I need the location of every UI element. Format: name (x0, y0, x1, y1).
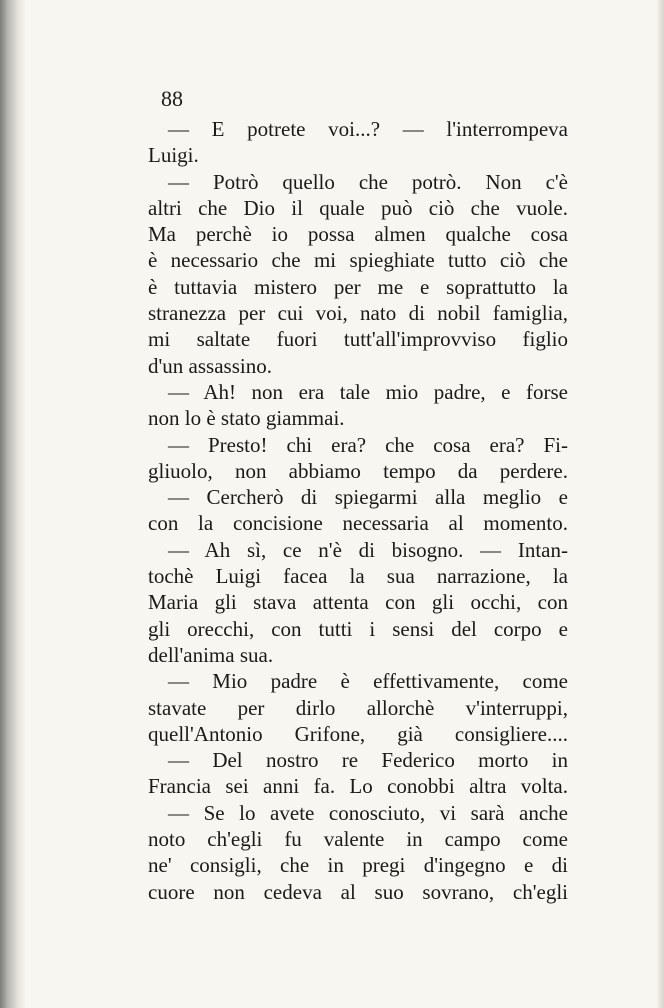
text-line: quell'Antonio Grifone, già consigliere.... (148, 721, 568, 746)
text-line: — Presto! chi era? che cosa era? Fi- (168, 432, 568, 457)
text-line: dell'anima sua. (148, 642, 274, 667)
text-line: con la concisione necessaria al momento. (148, 511, 568, 536)
text-line: gli orecchi, con tutti i sensi del corpo e (148, 616, 568, 641)
text-line: non lo è stato giammai. (148, 406, 345, 431)
text-line: cuore non cedeva al suo sovrano, ch'egli (148, 879, 568, 904)
text-line: stranezza per cui voi, nato di nobil famiglia, (148, 301, 568, 326)
text-line: è necessario che mi spieghiate tutto ciò che (148, 248, 568, 273)
text-line: ne' consigli, che in pregi d'ingegno e di (148, 853, 568, 878)
page-binding-shadow (0, 0, 26, 1008)
text-line: è tuttavia mistero per me e soprattutto la (148, 274, 568, 299)
text-line: Luigi. (148, 143, 199, 168)
text-line: — Se lo avete conosciuto, vi sarà anche (168, 800, 568, 825)
text-line: stavate per dirlo allorchè v'interruppi, (148, 695, 568, 720)
text-line: — Potrò quello che potrò. Non c'è (168, 169, 568, 194)
body-text (148, 116, 568, 905)
text-line: gliuolo, non abbiamo tempo da perdere. (148, 458, 568, 483)
text-line: d'un assassino. (148, 353, 272, 378)
text-line: Francia sei anni fa. Lo conobbi altra volta. (148, 774, 568, 799)
text-line: Ma perchè io possa almen qualche cosa (148, 222, 568, 247)
text-line: — Cercherò di spiegarmi alla meglio e (168, 485, 568, 510)
text-line: Maria gli stava attenta con gli occhi, con (148, 590, 568, 615)
text-line: mi saltate fuori tutt'all'improvviso figlio (148, 327, 568, 352)
text-line: altri che Dio il quale può ciò che vuole. (148, 195, 568, 220)
text-line: — Mio padre è effettivamente, come (168, 669, 568, 694)
page-number: 88 (161, 86, 183, 111)
text-line: — Ah sì, ce n'è di bisogno. — Intan- (168, 537, 568, 562)
text-line: — E potrete voi...? — l'interrompeva (168, 117, 568, 141)
text-line: — Del nostro re Federico morto in (168, 748, 568, 773)
text-line: noto ch'egli fu valente in campo come (148, 827, 568, 852)
text-line: — Ah! non era tale mio padre, e forse (168, 379, 568, 404)
text-line: tochè Luigi facea la sua narrazione, la (148, 564, 568, 589)
page-edge-shadow (656, 0, 664, 1008)
